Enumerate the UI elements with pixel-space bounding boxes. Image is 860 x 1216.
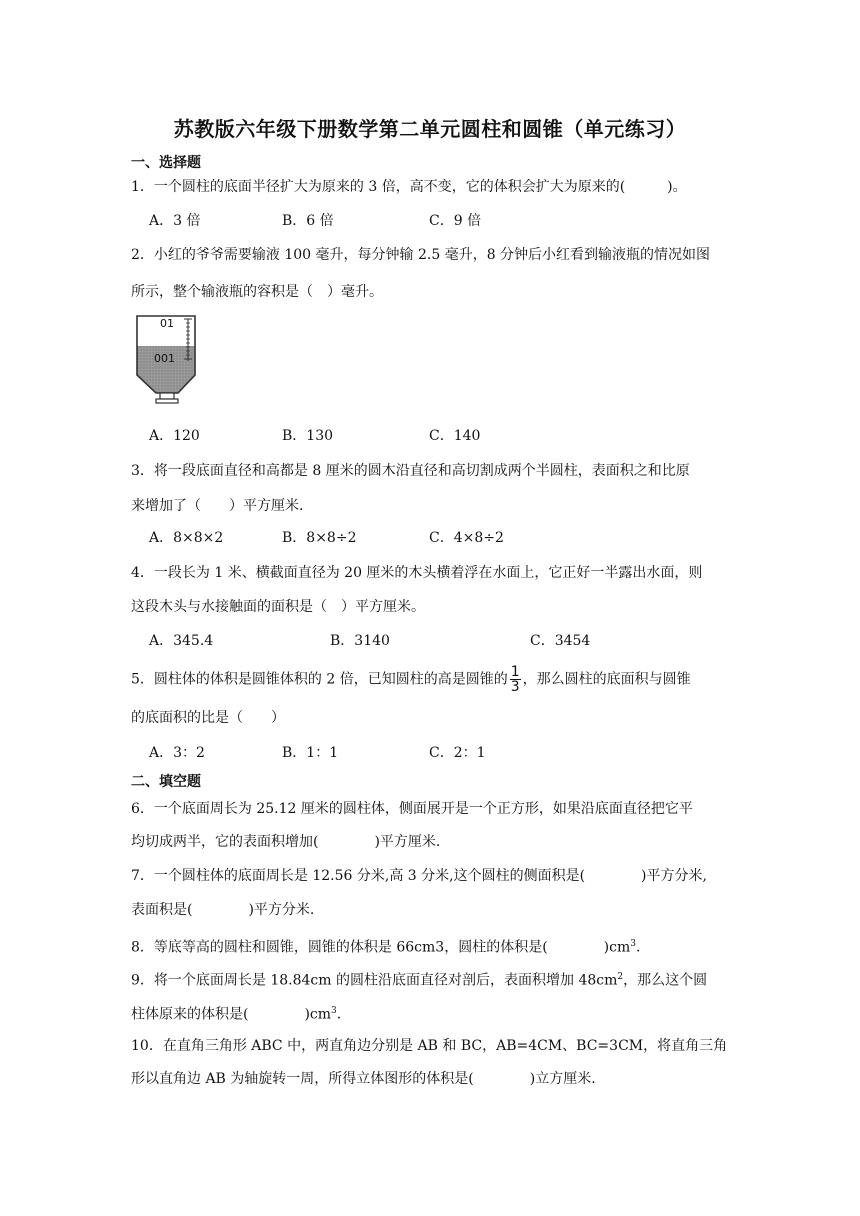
fraction-numerator: 1 bbox=[510, 664, 520, 680]
question-6-text-line-2: 均切成两半，它的表面积增加( )平方厘米. bbox=[131, 834, 441, 850]
question-1-option-b[interactable]: B．6 倍 bbox=[282, 213, 334, 229]
question-9-text-line-2 bbox=[131, 1001, 731, 1025]
fraction-denominator: 3 bbox=[510, 679, 520, 695]
question-4-text-line-1: 4．一段长为 1 米、横截面直径为 20 厘米的木头横着浮在水面上，它正好一半露出水面，则 bbox=[131, 565, 703, 581]
question-3-text-line-1: 3．将一段底面直径和高都是 8 厘米的圆木沿直径和高切割成两个半圆柱，表面积之和比原 bbox=[131, 463, 690, 479]
question-9-text-part-3: 柱体原来的体积是( )cm bbox=[131, 1006, 332, 1023]
bottle-scale-label-top: 01 bbox=[160, 317, 174, 330]
question-10-text-line-2: 形以直角边 AB 为轴旋转一周，所得立体图形的体积是( )立方厘米. bbox=[131, 1071, 596, 1087]
page-title: 苏教版六年级下册数学第二单元圆柱和圆锥（单元练习） bbox=[173, 117, 687, 141]
question-5-text-part-1: 5．圆柱体的体积是圆锥体积的 2 倍，已知圆柱的高是圆锥的 bbox=[131, 671, 508, 688]
question-5-text-line-2: 的底面积的比是（ ） bbox=[131, 710, 285, 726]
question-5-option-a[interactable]: A．3：2 bbox=[149, 745, 205, 761]
question-1-option-c[interactable]: C．9 倍 bbox=[429, 213, 482, 229]
question-5-text-part-2: ，那么圆柱的底面积与圆锥 bbox=[522, 671, 691, 688]
fraction-one-third bbox=[510, 665, 521, 694]
question-1-option-a[interactable]: A．3 倍 bbox=[149, 213, 201, 229]
question-1-text: 1．一个圆柱的底面半径扩大为原来的 3 倍，高不变，它的体积会扩大为原来的( )。 bbox=[131, 179, 687, 195]
section-heading-fill: 二、填空题 bbox=[131, 774, 201, 790]
superscript-3: 3 bbox=[331, 1006, 337, 1016]
question-4-option-a[interactable]: A．345.4 bbox=[149, 633, 214, 649]
question-2-option-b[interactable]: B．130 bbox=[282, 428, 334, 444]
infusion-bottle-figure bbox=[134, 313, 200, 409]
question-2-option-a[interactable]: A．120 bbox=[149, 428, 200, 444]
question-2-text-line-2: 所示，整个输液瓶的容积是（ ）毫升。 bbox=[131, 284, 383, 300]
question-8-text-main: 8．等底等高的圆柱和圆锥，圆锥的体积是 66cm3，圆柱的体积是( )cm bbox=[131, 939, 631, 956]
question-3-option-b[interactable]: B．8×8÷2 bbox=[282, 530, 357, 546]
question-2-text-line-1: 2．小红的爷爷需要输液 100 毫升，每分钟输 2.5 毫升，8 分钟后小红看到输液瓶的情况如图 bbox=[131, 247, 711, 263]
question-8-text bbox=[131, 934, 731, 958]
section-heading-choice: 一、选择题 bbox=[131, 155, 201, 171]
question-9-text-part-4: . bbox=[336, 1006, 342, 1023]
superscript-2: 2 bbox=[617, 972, 624, 982]
bottle-scale-label-mid: 001 bbox=[154, 352, 175, 365]
question-10-text-line-1: 10．在直角三角形 ABC 中，两直角边分别是 AB 和 BC，AB=4CM、BC=3CM，将直角三角 bbox=[131, 1038, 728, 1054]
question-3-text-line-2: 来增加了（ ）平方厘米. bbox=[131, 498, 304, 514]
question-2-option-c[interactable]: C．140 bbox=[429, 428, 481, 444]
question-5-option-b[interactable]: B．1：1 bbox=[282, 745, 339, 761]
question-5-text-line-1 bbox=[131, 665, 731, 694]
question-7-text-line-2: 表面积是( )平方分米. bbox=[131, 902, 315, 918]
superscript-3: 3 bbox=[630, 939, 636, 949]
question-4-text-line-2: 这段木头与水接触面的面积是（ ）平方厘米。 bbox=[131, 599, 425, 615]
question-4-option-c[interactable]: C．3454 bbox=[530, 633, 591, 649]
question-4-option-b[interactable]: B．3140 bbox=[330, 633, 390, 649]
question-3-option-c[interactable]: C．4×8÷2 bbox=[429, 530, 504, 546]
question-7-text-line-1: 7．一个圆柱体的底面周长是 12.56 分米,高 3 分米,这个圆柱的侧面积是( )平方分米, bbox=[131, 868, 707, 884]
question-8-text-tail: . bbox=[635, 939, 641, 956]
question-9-text-part-1: 9．将一个底面周长是 18.84cm 的圆柱沿底面直径对剖后，表面积增加 48cm bbox=[131, 972, 618, 989]
question-6-text-line-1: 6．一个底面周长为 25.12 厘米的圆柱体，侧面展开是一个正方形，如果沿底面直径把它平 bbox=[131, 801, 693, 817]
question-3-option-a[interactable]: A．8×8×2 bbox=[149, 530, 224, 546]
question-9-text-line-1 bbox=[131, 967, 731, 991]
question-9-text-part-2: ，那么这个圆 bbox=[623, 972, 708, 989]
question-5-option-c[interactable]: C．2：1 bbox=[429, 745, 486, 761]
